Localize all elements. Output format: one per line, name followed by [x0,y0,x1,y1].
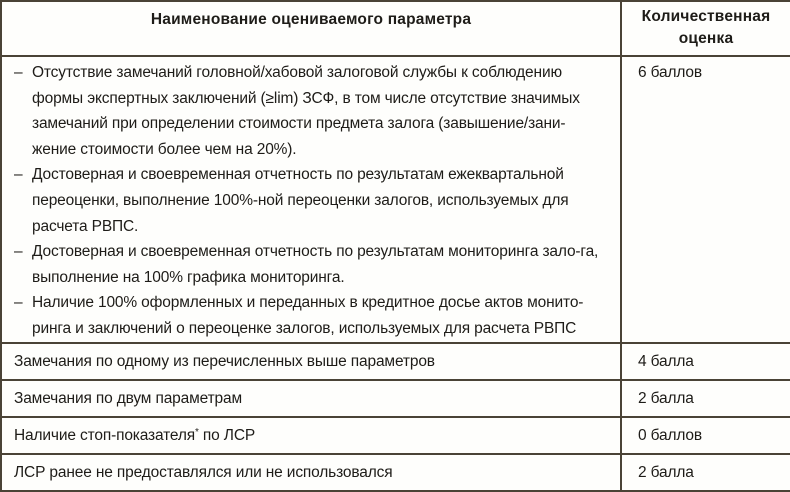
criteria-text: Наличие 100% оформленных и переданных в кредитное досье актов монито-ринга и заключений о переоценке залогов, используемых для расчета РВПС [32,294,584,337]
parameter-cell: ЛСР ранее не предоставлялся или не использовался [1,454,621,491]
criteria-bullet [14,60,608,162]
parameter-text: Наличие стоп-показателя [14,426,196,444]
criteria-bullet [14,162,608,239]
dash-marker: – [14,243,23,261]
criteria-text: Достоверная и своевременная отчетность по результатам ежеквартальной переоценки, выполнение 100%-ной переоценки залогов, используемых для расчета РВПС. [32,166,569,235]
table-row [1,380,790,417]
parameter-cell: Замечания по одному из перечисленных выше параметров [1,343,621,380]
footnote-mark: * [195,426,199,438]
score-cell: 0 баллов [621,417,790,454]
dash-marker: – [14,64,23,81]
score-cell: 2 балла [621,454,790,491]
score-cell: 4 балла [621,343,790,380]
score-cell: 6 баллов [621,56,790,343]
header-quantitative-score: Количественная оценка [621,1,790,56]
criteria-bullet [14,290,608,341]
table-row [1,343,790,380]
parameter-cell [1,417,621,454]
header-parameter-name: Наименование оцениваемого параметра [1,1,621,56]
criteria-text: Отсутствие замечаний головной/хабовой залоговой службы к соблюдению формы экспертных заключений (≥lim) ЗСФ, в том числе отсутствие значимых замечаний при определении стоимости предмета залога (завышение/зани-жение стоимости более чем на 20%). [32,64,580,158]
parameter-cell: Замечания по двум параметрам [1,380,621,417]
criteria-bullet [14,239,608,290]
parameter-suffix: по ЛСР [198,426,256,444]
score-cell: 2 балла [621,380,790,417]
table-row-main-criteria [1,56,790,343]
dash-marker: – [14,166,23,184]
header-row [1,1,790,56]
table-body [1,56,790,491]
dash-marker: – [14,294,23,312]
table-row [1,417,790,454]
main-criteria-cell [1,56,621,343]
criteria-text: Достоверная и своевременная отчетность по результатам мониторинга зало-га, выполнение на 100% графика мониторинга. [32,243,599,286]
table-header [1,1,790,56]
table-row [1,454,790,491]
